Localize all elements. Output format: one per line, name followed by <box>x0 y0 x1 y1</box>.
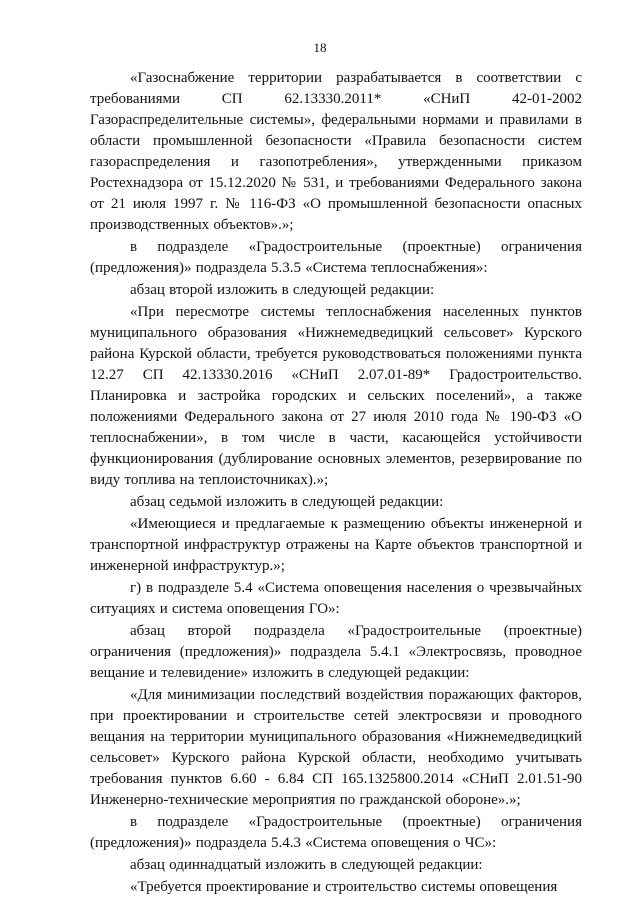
paragraph-5-4-3-subsection: в подразделе «Градостроительные (проектные) ограничения (предложения)» подраздела 5.4.3 «Система оповещения о ЧС»: <box>90 814 582 851</box>
page-number: 18 <box>313 40 327 55</box>
paragraph-subsection-5-4: г) в подразделе 5.4 «Система оповещения населения о чрезвычайных ситуациях и система оповещения ГО»: <box>90 580 582 617</box>
document-body <box>90 68 582 899</box>
paragraph-heat-subsection: в подразделе «Градостроительные (проектные) ограничения (предложения)» подраздела 5.3.5 «Система теплоснабжения»: <box>90 239 582 276</box>
paragraph-infrastructure: «Имеющиеся и предлагаемые к размещению объекты инженерной и транспортной инфраструктур отражены на Карте объектов транспортной и инженерной инфраструктур.»; <box>90 516 582 574</box>
paragraph-eleventh-abzac-instruction: абзац одиннадцатый изложить в следующей редакции: <box>130 857 483 873</box>
paragraph-seventh-abzac-instruction: абзац седьмой изложить в следующей редакции: <box>130 494 444 510</box>
paragraph-telecom-requirements: «Для минимизации последствий воздействия поражающих факторов, при проектировании и строительстве сетей электросвязи и проводного вещания на территории муниципального образования «Нижнемедведицкий сельсовет» Курского района Курской области, необходимо учитывать требования пунктов 6.60 - 6.84 СП 165.1325800.2014 «СНиП 2.01.51-90 Инженерно-технические мероприятия по гражданской обороне».»; <box>90 687 582 808</box>
paragraph-second-abzac-instruction: абзац второй изложить в следующей редакции: <box>130 282 435 298</box>
paragraph-5-4-1-instruction: абзац второй подраздела «Градостроительные (проектные) ограничения (предложения)» подраздела 5.4.1 «Электросвязь, проводное вещание и телевидение» изложить в следующей редакции: <box>90 623 582 681</box>
paragraph-warning-system: «Требуется проектирование и строительство системы оповещения <box>130 879 558 895</box>
paragraph-gas-supply: «Газоснабжение территории разрабатывается в соответствии с требованиями СП 62.13330.2011* «СНиП 42-01-2002 Газораспределительные системы», федеральными нормами и правилами в области промышленной безопасности «Правила безопасности систем газораспределения и газопотребления», утвержденными приказом Ростехнадзора от 15.12.2020 № 531, и требованиями Федерального закона от 21 июля 1997 г. № 116-ФЗ «О промышленной безопасности опасных производственных объектов».»; <box>90 70 582 233</box>
paragraph-heat-supply: «При пересмотре системы теплоснабжения населенных пунктов муниципального образования «Нижнемедведицкий сельсовет» Курского района Курской области, требуется руководствоваться положениями пункта 12.27 СП 42.13330.2016 «СНиП 2.07.01-89* Градостроительство. Планировка и застройка городских и сельских поселений», а также положениями Федерального закона от 27 июля 2010 года № 190-ФЗ «О теплоснабжении», в том числе в части, касающейся устойчивости функционирования (дублирование основных элементов, резервирование по виду топлива на теплоисточниках).»; <box>90 304 582 488</box>
